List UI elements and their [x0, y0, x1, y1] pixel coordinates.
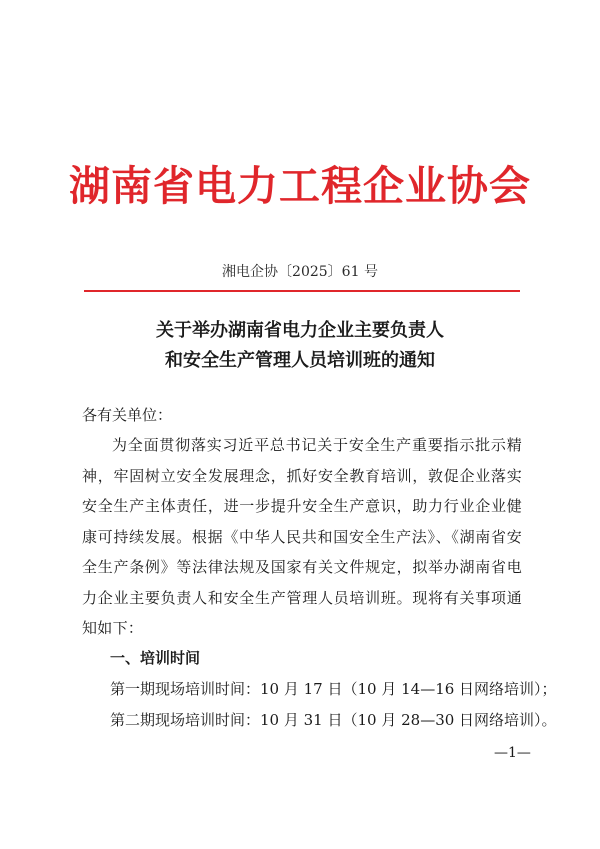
body-paragraph: 为全面贯彻落实习近平总书记关于安全生产重要指示批示精神，牢固树立安全发展理念，抓好安全教育培训，敦促企业落实安全生产主体责任，进一步提升安全生产意识，助力行业企业健康可持续发展。根据《中华人民共和国安全生产法》、《湖南省安全生产条例》等法律法规及国家有关文件规定，拟举办湖南省电力企业主要负责人和安全生产管理人员培训班。现将有关事项通知如下： — [82, 436, 522, 637]
header-divider — [84, 290, 520, 292]
schedule-line-session-1: 第一期现场培训时间：10 月 17 日（10 月 14—16 日网络培训）； — [110, 680, 557, 698]
document-number: 湘电企协〔2025〕61 号 — [222, 264, 378, 280]
organization-header: 湖南省电力工程企业协会 — [69, 162, 531, 210]
page-number: —1— — [494, 745, 531, 761]
document-title-line-1: 关于举办湖南省电力企业主要负责人 — [156, 320, 444, 341]
document-title-line-2: 和安全生产管理人员培训班的通知 — [165, 350, 435, 371]
section-heading-training-time: 一、培训时间 — [110, 649, 201, 667]
document-title — [0, 316, 600, 376]
salutation: 各有关单位： — [82, 406, 173, 424]
schedule-line-session-2: 第二期现场培训时间：10 月 31 日（10 月 28—30 日网络培训）。 — [110, 711, 557, 729]
